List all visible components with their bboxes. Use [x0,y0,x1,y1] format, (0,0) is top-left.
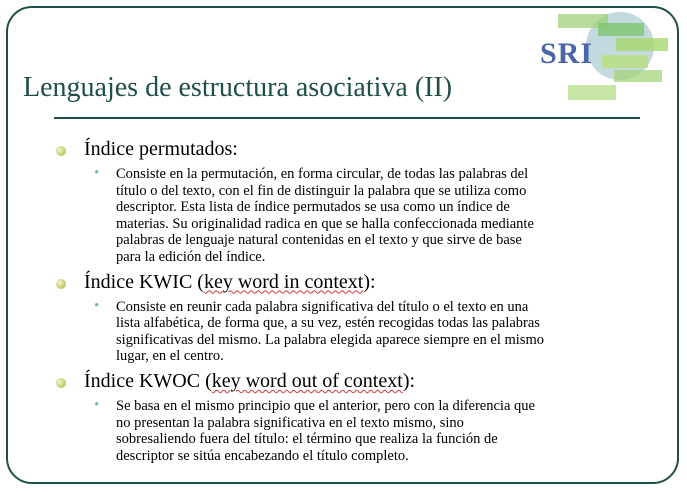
description-line: no presentan la palabra significativa en el texto mismo, sino [116,414,464,431]
bullet-icon [56,146,66,156]
description-line: descriptor se sitúa encabezando el título completo. [116,447,409,464]
list-item [56,370,646,464]
description-line: Se basa en el mismo principio que el anterior, pero con la diferencia que [116,397,535,414]
bullet-icon [56,279,66,289]
item-description [94,297,646,365]
item-heading-text: ): [363,270,376,293]
sub-bullet-icon: • [94,297,100,314]
bullet-icon [56,378,66,388]
spellcheck-underlined-text: key word out of context [211,369,403,392]
item-description [94,165,646,266]
description-line: palabras de lenguaje natural contenidas en el texto y que sirve de base [116,232,522,249]
spellcheck-underlined-text: key word in context [203,270,364,293]
description-line: materias. Su originalidad radica en que se halla confeccionada mediante [116,215,534,232]
description-line: lugar, en el centro. [116,348,224,365]
description-line: Consiste en la permutación, en forma circular, de todas las palabras del [116,166,529,182]
list-item [56,271,646,365]
description-line: sobresaliendo fuera del título: el término que realiza la función de [116,431,498,448]
item-heading-text: ): [402,369,416,392]
item-description [94,396,646,464]
description-line: lista alfabética, de forma que, a su vez, estén recogidas todas las palabras [116,315,540,332]
list-item [56,138,646,266]
slide-content [56,138,646,469]
item-heading [56,271,646,294]
logo-text: SRI [540,37,594,70]
item-heading-text: Índice KWOC ( [84,369,212,392]
item-heading [56,370,646,393]
description-line: para la edición del índice. [116,248,266,265]
sub-bullet-icon: • [94,396,100,413]
description-line: Consiste en reunir cada palabra significativa del título o el texto en una [116,298,529,315]
description-line: descriptor. Esta lista de índice permutados se usa como un índice de [116,199,510,216]
item-heading [56,138,646,161]
description-line: título o del texto, con el fin de distinguir la palabra que se utiliza como [116,182,527,199]
item-heading-text: Índice KWIC ( [84,270,204,293]
title-divider [54,117,640,119]
page-title: Lenguajes de estructura asociativa (II) [23,72,453,103]
description-line: significativas del mismo. La palabra elegida aparece siempre en el mismo [116,331,544,348]
item-heading-text: Índice permutados: [84,138,238,160]
sub-bullet-icon: • [94,165,100,181]
